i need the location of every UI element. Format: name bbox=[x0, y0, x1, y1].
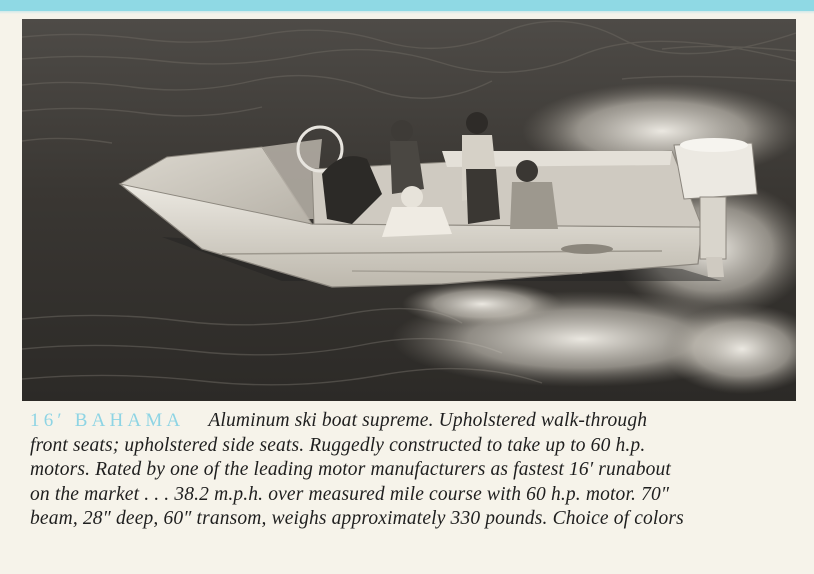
caption-line-1 bbox=[30, 409, 790, 434]
description-line: Aluminum ski boat supreme. Upholstered walk-through bbox=[208, 410, 648, 431]
description-line: motors. Rated by one of the leading motor manufacturers as fastest 16′ runabout bbox=[30, 459, 671, 480]
caption bbox=[30, 409, 790, 532]
description-line: front seats; upholstered side seats. Ruggedly constructed to take up to 60 h.p. bbox=[30, 434, 646, 456]
boat-photo bbox=[22, 19, 796, 401]
top-color-band bbox=[0, 0, 814, 11]
top-band-shadow bbox=[0, 11, 814, 14]
description-line: beam, 28″ deep, 60″ transom, weighs approximately 330 pounds. Choice of colors bbox=[30, 508, 684, 529]
hull-emblem bbox=[561, 244, 613, 254]
model-name: 16′ BAHAMA bbox=[30, 410, 185, 431]
description-line: on the market . . . 38.2 m.p.h. over measured mile course with 60 h.p. motor. 70″ bbox=[30, 483, 670, 505]
